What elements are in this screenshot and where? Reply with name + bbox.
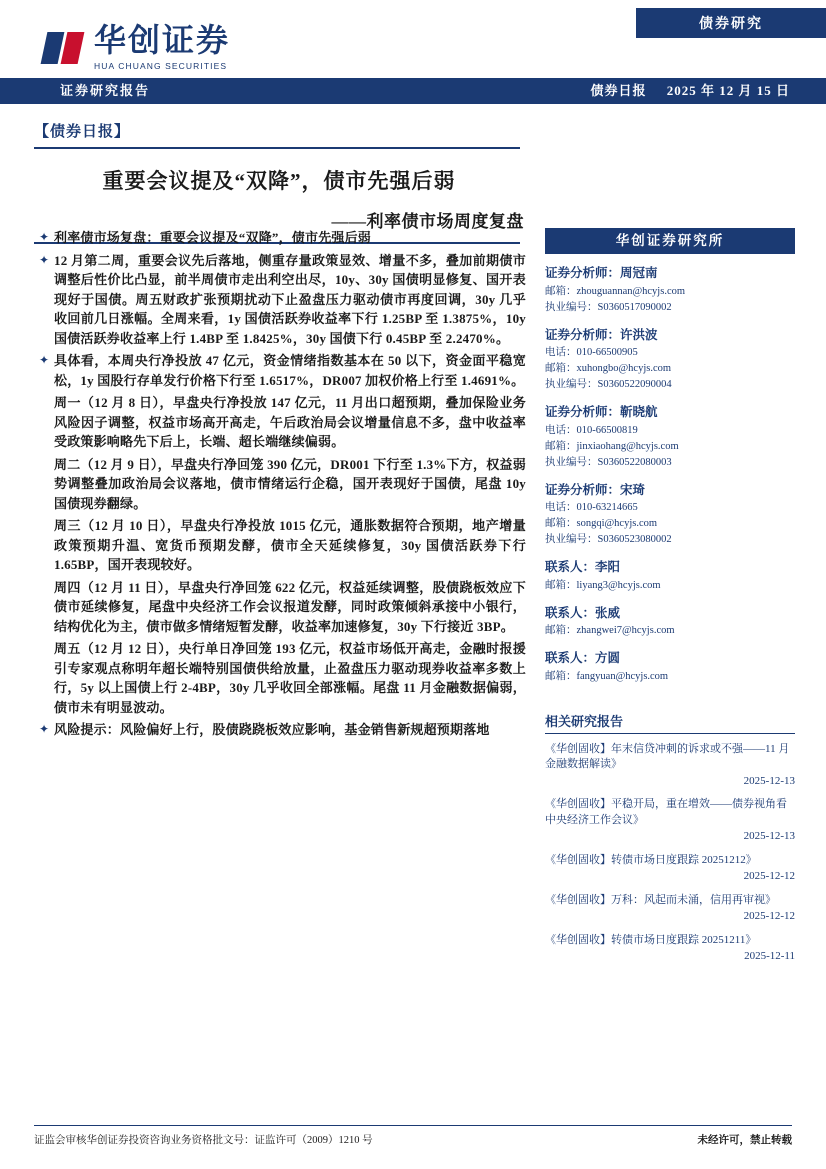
risk-warning-item [34,720,526,740]
contact-entry [545,605,795,640]
related-research-title: 《华创固收】年末信贷冲刺的诉求或不强——11 月金融数据解读》 [545,742,790,770]
diamond-bullet-icon: ✦ [38,353,50,367]
analyst-entry [545,265,795,316]
contact-role: 联系人：张威 [545,605,621,620]
related-research-item[interactable] [545,893,795,925]
related-research-title: 《华创固收】转债市场日度跟踪 20251211》 [545,933,757,946]
contact-email: 邮箱：zhangwei7@hcyjs.com [545,625,675,636]
band-left-label: 证券研究报告 [60,83,151,98]
bullet-text: 利率债市场复盘：重要会议提及“双降”，债市先强后弱 [54,230,372,245]
analyst-email: 邮箱：xuhongbo@hcyjs.com [545,363,672,374]
analyst-license: 执业编号：S0360523080002 [545,534,672,545]
band-report-date: 2025 年 12 月 15 日 [666,83,790,98]
analyst-entry [545,482,795,549]
bullet-text: 12 月第二周，重要会议先后落地，侧重存量政策显效、增量不多，叠加前期债市调整后性价比凸显，前半周债市走出利空出尽，10y、30y 国债明显修复、国开表现好于国债。周五财政扩张预期扰动下止盈盘压力驱动债市再度回调，30y 几乎收回前几日涨幅。全周来看，1y 国债活跃券收益率下行 1.25BP 至 1.3875%，10y 国债活跃券收益率上行 1.4BP 至 1.8425%，30y 国债下行 0.45BP 至 2.2470%。 [54,252,526,346]
report-kicker: 【债券日报】 [34,124,131,140]
title-block [34,120,524,244]
analyst-license: 执业编号：S0360522090004 [545,379,672,390]
related-research-title: 《华创固收】平稳开局，重在增效——债券视角看中央经济工作会议》 [545,798,787,826]
related-research-title: 《华创固收】万科：风起而未涌，信用再审视》 [545,893,776,906]
main-content [34,228,526,743]
risk-warning-text: 风险提示：风险偏好上行，股债跷跷板效应影响，基金销售新规超预期落地 [54,722,490,737]
analyst-email: 邮箱：zhouguannan@hcyjs.com [545,285,686,297]
related-research-date: 2025-12-11 [744,950,795,962]
related-research-header: 相关研究报告 [545,711,795,734]
analyst-email: 邮箱：jinxiaohang@hcyjs.com [545,440,679,452]
diamond-bullet-icon: ✦ [38,722,50,736]
related-research-item[interactable] [545,853,795,885]
analyst-phone: 电话：010-63214665 [545,502,638,513]
analyst-role: 证券分析师：周冠南 [545,266,658,280]
analyst-entry [545,327,795,394]
sidebar-title: 华创证券研究所 [545,228,795,254]
logo-text-en: HUA CHUANG SECURITIES [94,61,228,71]
related-research-date: 2025-12-12 [743,870,795,882]
bullet-item [34,251,526,349]
report-band [0,78,826,104]
footer-copyright-text: 未经许可，禁止转载 [697,1135,792,1146]
contact-email: 邮箱：liyang3@hcyjs.com [545,579,661,591]
related-research-item[interactable] [545,933,795,965]
daily-recap-paragraph: 周二（12 月 9 日），早盘央行净回笼 390 亿元，DR001 下行至 1.3%下方，权益弱势调整叠加政治局会议落地，债市情绪运行企稳，国开表现好于国债，尾盘 10y 国债现券翻绿。 [54,456,526,511]
diamond-bullet-icon: ✦ [38,252,50,267]
page-title: 重要会议提及“双降”，债市先强后弱 [102,169,456,193]
contact-email: 邮箱：fangyuan@hcyjs.com [545,670,669,682]
title-rule-top [34,147,520,149]
related-research-item[interactable] [545,742,795,790]
page-subtitle: ——利率债市场周度复盘 [331,212,524,231]
page-footer [34,1125,792,1147]
related-research-title: 《华创固收】转债市场日度跟踪 20251212》 [545,853,757,866]
daily-recap-paragraph: 周五（12 月 12 日），央行单日净回笼 193 亿元，权益市场低开高走，金融时报援引专家观点称明年超长端特别国债供给放量，止盈盘压力驱动现券收益率多数上行，5y 以上国债上行 2-4BP，30y 几乎收回全部涨幅。尾盘 11 月金融数据偏弱，债市未有明显波动。 [54,641,526,715]
analyst-role: 证券分析师：靳晓航 [545,405,658,419]
analyst-phone: 电话：010-66500819 [545,424,638,436]
logo-text-cn: 华创证券 [94,22,231,58]
band-right-label [590,78,790,104]
analyst-role: 证券分析师：宋琦 [545,482,646,497]
contact-role: 联系人：方圆 [545,651,621,665]
bullet-item [34,351,526,390]
footer-license-text: 证监会审核华创证券投资咨询业务资格批文号：证监许可（2009）1210 号 [34,1135,373,1146]
diamond-bullet-icon: ✦ [38,230,50,244]
contact-entry [545,650,795,685]
related-research-item[interactable] [545,797,795,845]
bullet-text: 具体看，本周央行净投放 47 亿元，资金情绪指数基本在 50 以下，资金面平稳宽松，1y 国股行存单发行价格下行至 1.6517%，DR007 加权价格上行至 1.4691%。 [54,353,526,388]
logo-mark-icon [44,28,84,68]
contact-entry [545,559,795,594]
contact-role: 联系人：李阳 [545,560,621,574]
research-category-tab: 债券研究 [636,8,826,38]
daily-recap-paragraph: 周一（12 月 8 日），早盘央行净投放 147 亿元，11 月出口超预期，叠加保险业务风险因子调整，权益市场高开高走，午后政治局会议增量信息不多，盘中收益率受政策影响略先下后上，长端、超长端继续偏弱。 [54,395,526,449]
bullet-item [34,228,526,248]
company-logo [44,24,230,71]
related-research-date: 2025-12-13 [743,774,795,787]
related-research-date: 2025-12-13 [743,830,795,842]
analyst-license: 执业编号：S0360517090002 [545,301,672,313]
page-header [0,0,826,108]
analyst-role: 证券分析师：许洪波 [545,327,658,342]
analyst-entry [545,404,795,471]
daily-recap-paragraph: 周三（12 月 10 日），早盘央行净投放 1015 亿元，通胀数据符合预期，地产增量政策预期升温、宽货币预期发酵，债市全天延续修复，30y 国债活跃券下行 1.65BP，国开表现较好。 [54,518,526,572]
sidebar [545,228,795,965]
analyst-email: 邮箱：songqi@hcyjs.com [545,518,658,529]
daily-recap-paragraph: 周四（12 月 11 日），早盘央行净回笼 622 亿元，权益延续调整，股债跷板效应下债市延续修复，尾盘中央经济工作会议报道发酵，同时政策倾斜承接中小银行，结构优化为主，债市做多情绪短暂发酵，收益率加速修复，30y 下行接近 3BP。 [54,579,526,634]
analyst-license: 执业编号：S0360522080003 [545,456,672,468]
band-report-type: 债券日报 [590,83,647,98]
related-research-date: 2025-12-12 [743,910,795,922]
analyst-phone: 电话：010-66500905 [545,347,638,358]
